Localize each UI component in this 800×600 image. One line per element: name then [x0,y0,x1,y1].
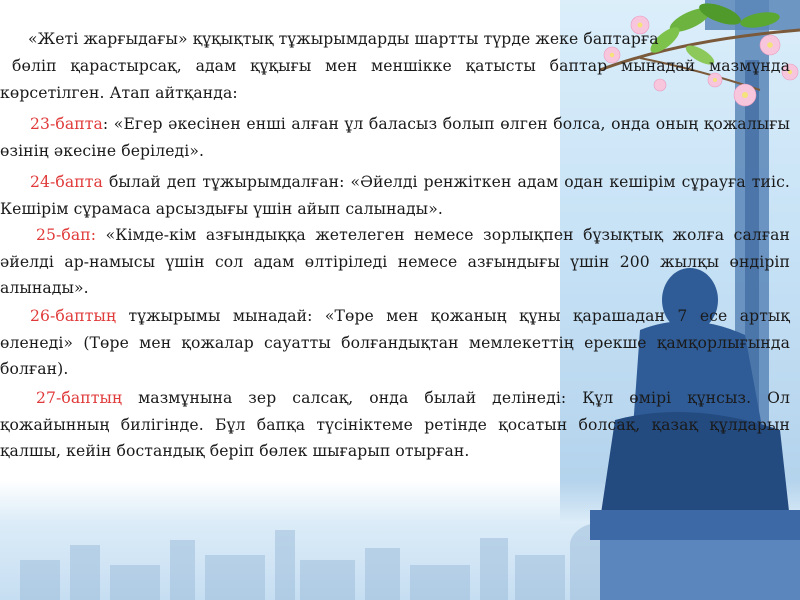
article-26-ref: 26-баптың [30,307,117,325]
article-27 [0,385,790,465]
article-26-text: тұжырымы мынадай: «Төре мен қожаның құны қарашадан 7 есе артық өленеді» (Төре мен қожалар сауатты болғандықтан мемлекеттің ерекше қамқорлығында болған). [0,307,790,379]
article-24-ref: 24-бапта [30,173,103,191]
article-23-text: : «Егер әкесінен енші алған ұл баласыз болып өлген болса, онда оның қожалығы өзінің әкесіне беріледі». [0,115,790,160]
article-24 [0,169,790,222]
article-25 [0,222,790,302]
article-27-ref: 27-баптың [36,389,123,407]
article-25-text: «Кімде-кім азғындыққа жетелеген немесе зорлықпен бұзықтық жолға салған әйелді ар-намысы үшін сол адам өлтіріледі немесе азғындығы үшін 200 жылқы өндіріп алынады». [0,226,790,298]
article-25-ref: 25-бап: [36,226,97,244]
intro-line-2 [0,53,790,106]
article-26 [0,303,790,383]
article-23 [0,111,790,164]
article-24-text: былай деп тұжырымдалған: «Әйелді ренжіткен адам одан кешірім сұрауға тиіс. Кешірім сұрамаса арсыздығы үшін айып салынады». [0,173,790,218]
article-27-text: мазмұнына зер салсақ, онда былай делінеді: Құл өмірі құнсыз. Ол қожайынның билігінде. Бұл бапқа түсініктеме ретінде қосатын болсақ, қазақ құлдарын қалшы, кейін бостандық беріп бөлек шығарып отырған. [0,389,790,461]
article-23-ref: 23-бапта [30,115,103,133]
intro-line-1-text: «Жеті жарғыдағы» құқықтық тұжырымдарды шартты түрде жеке баптарға [28,30,659,48]
intro-line-1 [28,26,668,53]
intro-line-2-text: бөліп қарастырсақ, адам құқығы мен меншікке қатысты баптар мынадай мазмұнда көрсетілген. Атап айтқанда: [0,57,790,102]
